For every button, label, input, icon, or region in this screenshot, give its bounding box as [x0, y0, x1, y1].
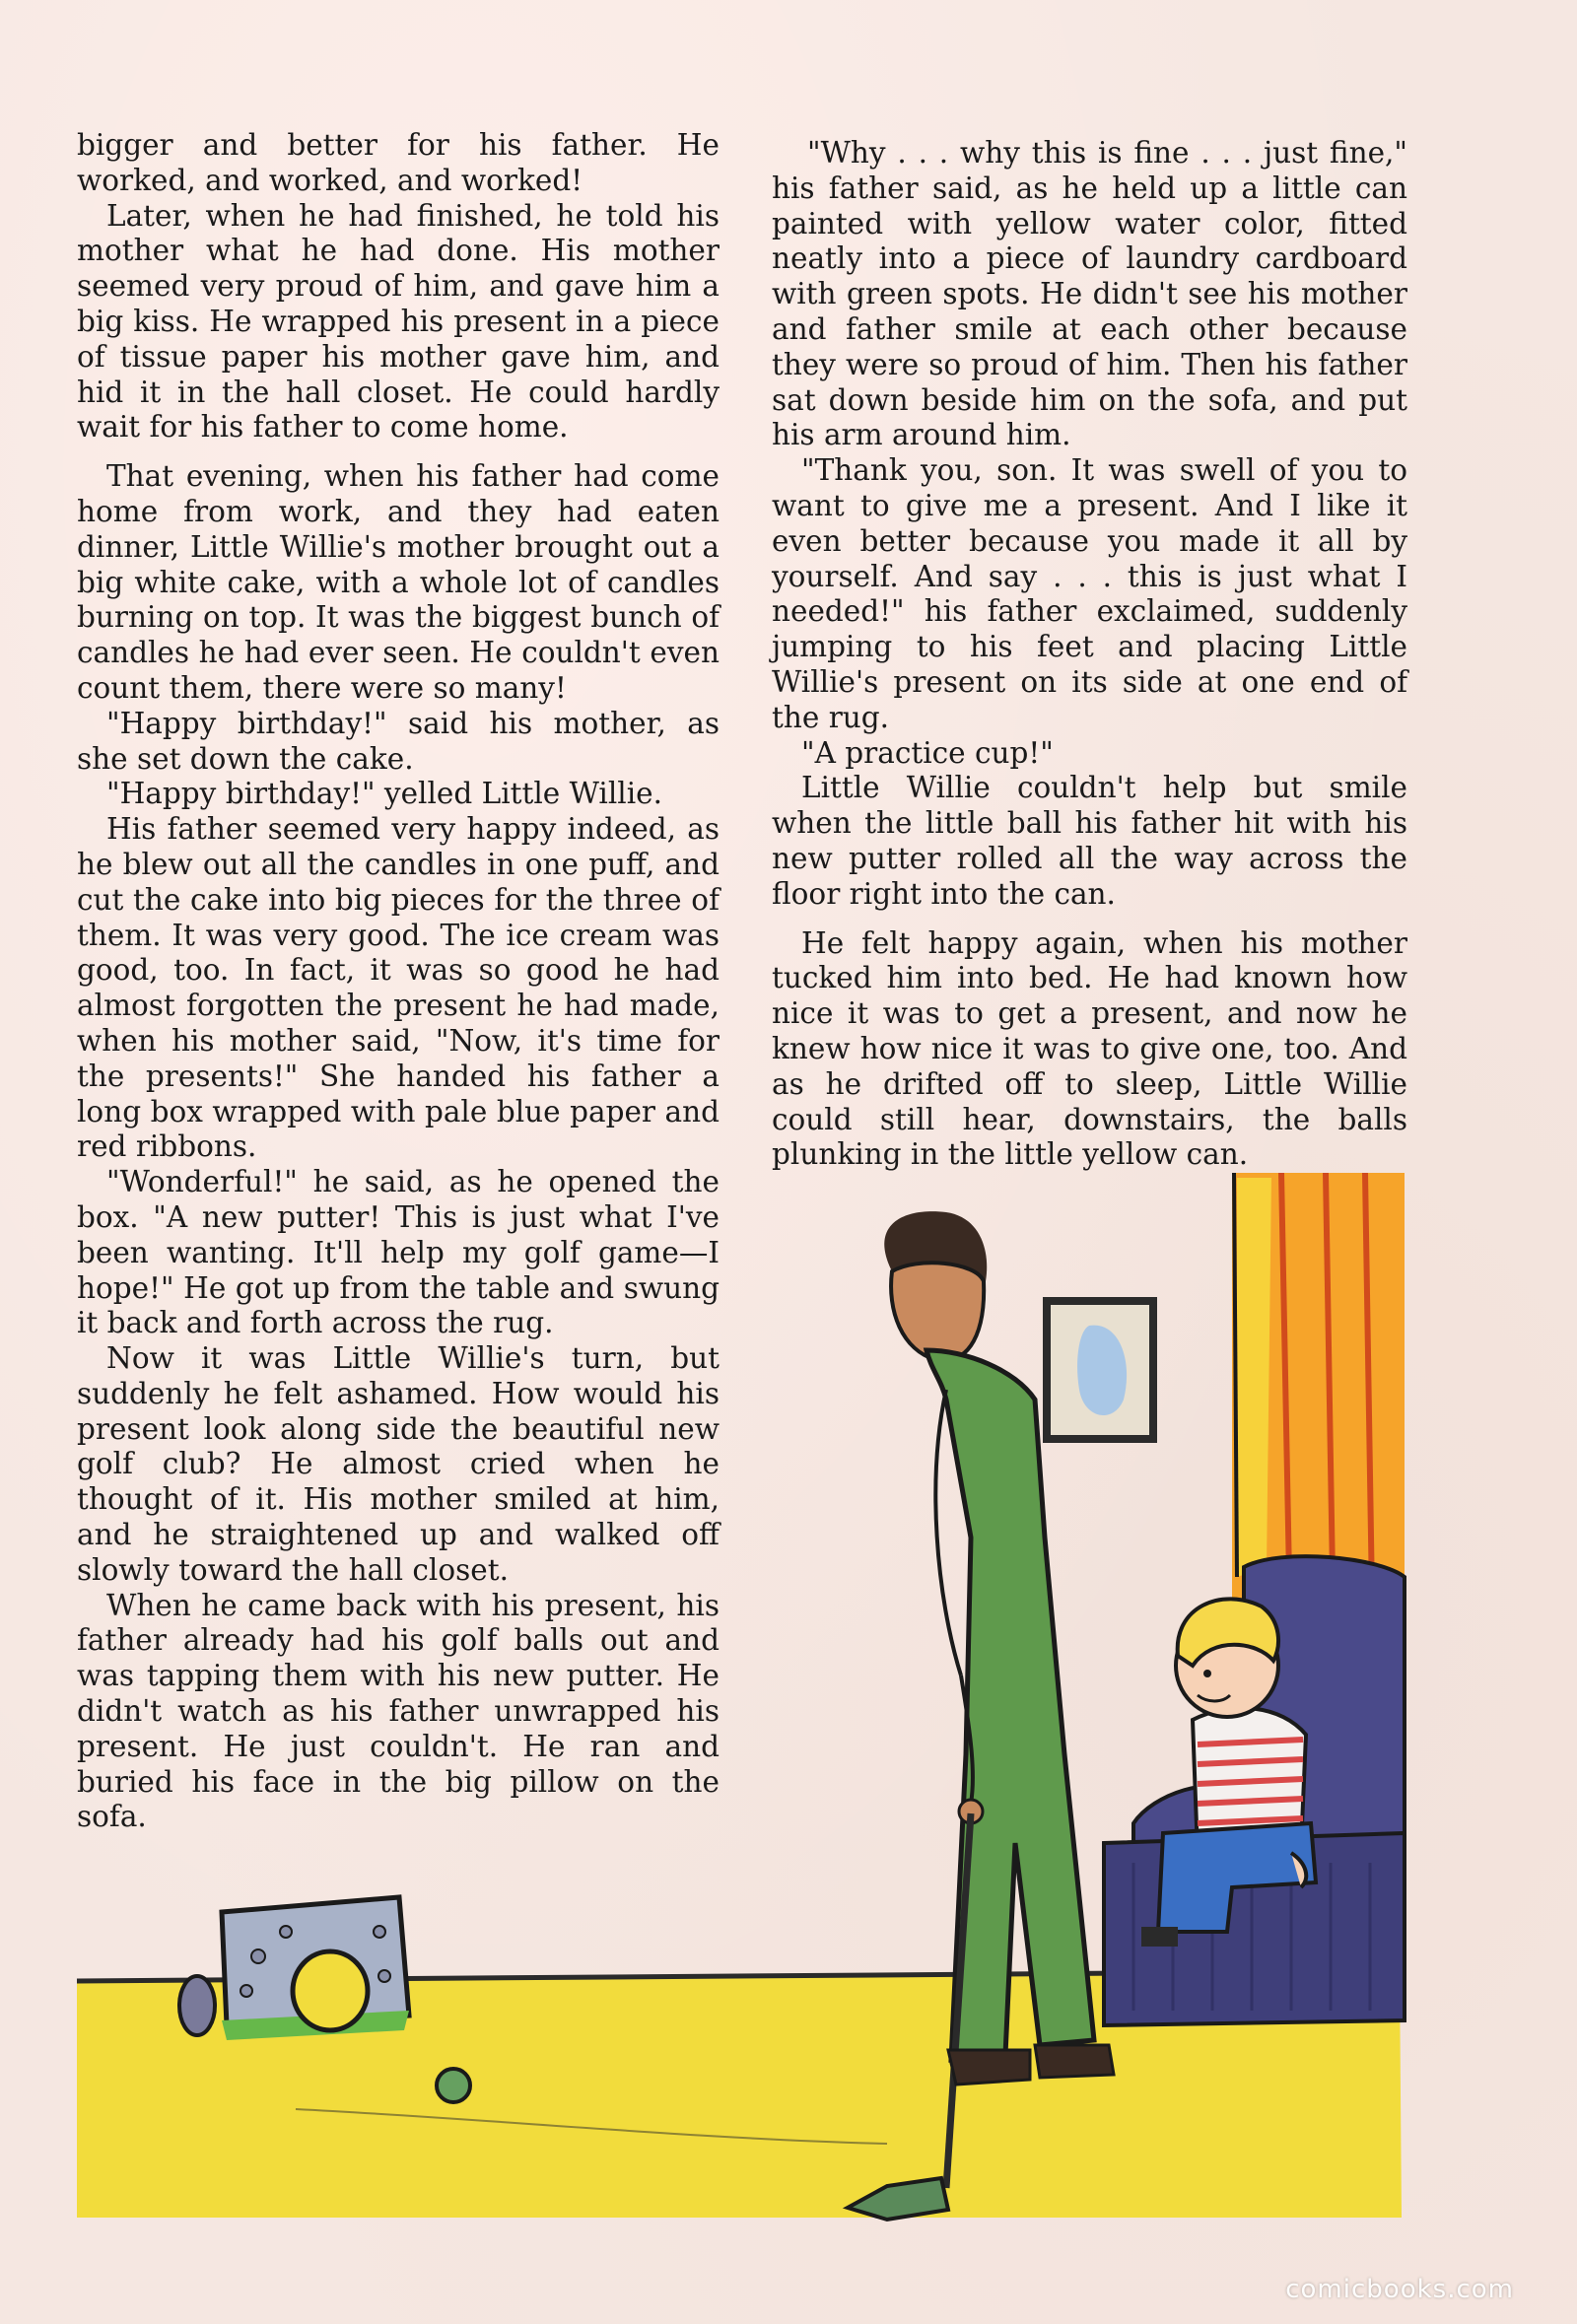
- paragraph: His father seemed very happy indeed, as he blew out all the candles in one puff, and cut the cake into big pieces for the three of them. It was very good. The ice cream was good, too. In fact, it was so good he had almost forgotten the present he had made, when his mother said, "Now, it's time for the presents!" She handed his father a long box wrapped with pale blue paper and red ribbons.: [77, 812, 720, 1164]
- story-right-column: [772, 136, 1407, 1173]
- paragraph: "Happy birthday!" yelled Little Willie.: [106, 777, 663, 811]
- sofa: [1104, 1556, 1405, 2025]
- rug-floor: [77, 1971, 1402, 2218]
- paragraph: "Why . . . why this is fine . . . just fine," his father said, as he held up a little can painted with yellow water color, fitted neatly into a piece of laundry cardboard with green spots. He didn't see his mother and father smile at each other because they were so proud of him. Then his father sat down beside him on the sofa, and put his arm around him.: [772, 136, 1407, 452]
- paragraph: That evening, when his father had come home from work, and they had eaten dinner, Little Willie's mother brought out a big white cake, with a whole lot of candles burning on top. It was the biggest bunch of candles he had ever seen. He couldn't even count them, there were so many!: [77, 459, 720, 705]
- picture-frame: [1047, 1301, 1153, 1439]
- story-left-column: [77, 128, 720, 1835]
- paragraph: bigger and better for his father. He worked, and worked, and worked!: [77, 128, 720, 197]
- paragraph: Later, when he had finished, he told his mother what he had done. His mother seemed very proud of him, and gave him a big kiss. He wrapped his present in a piece of tissue paper his mother gave him, and hid it in the hall closet. He could hardly wait for his father to come home.: [77, 198, 720, 444]
- paragraph: Now it was Little Willie's turn, but suddenly he felt ashamed. How would his present look along side the beautiful new golf club? He almost cried when he thought of it. His mother smiled at him, and he straightened up and walked off slowly toward the hall closet.: [77, 1341, 720, 1587]
- paragraph: When he came back with his present, his father already had his golf balls out and was tapping them with his new putter. He didn't watch as his father unwrapped his present. He just couldn't. He ran and buried his face in the big pillow on the sofa.: [77, 1588, 720, 1834]
- site-watermark: comicbooks.com: [1285, 2275, 1514, 2304]
- paragraph: "Thank you, son. It was swell of you to want to give me a present. And I like it even better because you made it all by yourself. And say . . . this is just what I needed!" his father exclaimed, suddenly jumping to his feet and placing Little Willie's present on its side at one end of the rug.: [772, 453, 1407, 734]
- curtain: [1232, 1173, 1405, 1971]
- paragraph: "A practice cup!": [801, 735, 1054, 770]
- little-willie: [1141, 1599, 1316, 1947]
- paragraph: Little Willie couldn't help but smile when the little ball his father hit with his new putter rolled all the way across the floor right into the can.: [772, 771, 1407, 911]
- practice-cup: [179, 1897, 409, 2040]
- paragraph: "Happy birthday!" said his mother, as she set down the cake.: [77, 706, 720, 776]
- father-golfer: [848, 1211, 1114, 2220]
- golf-ball: [437, 2069, 470, 2102]
- paragraph: "Wonderful!" he said, as he opened the box. "A new putter! This is just what I've been wanting. It'll help my golf game—I hope!" He got up from the table and swung it back and forth across the rug.: [77, 1165, 720, 1340]
- paragraph: He felt happy again, when his mother tucked him into bed. He had known how nice it was to get a present, and now he knew how nice it was to give one, too. And as he drifted off to sleep, Little Willie could still hear, downstairs, the balls plunking in the little yellow can.: [772, 925, 1407, 1172]
